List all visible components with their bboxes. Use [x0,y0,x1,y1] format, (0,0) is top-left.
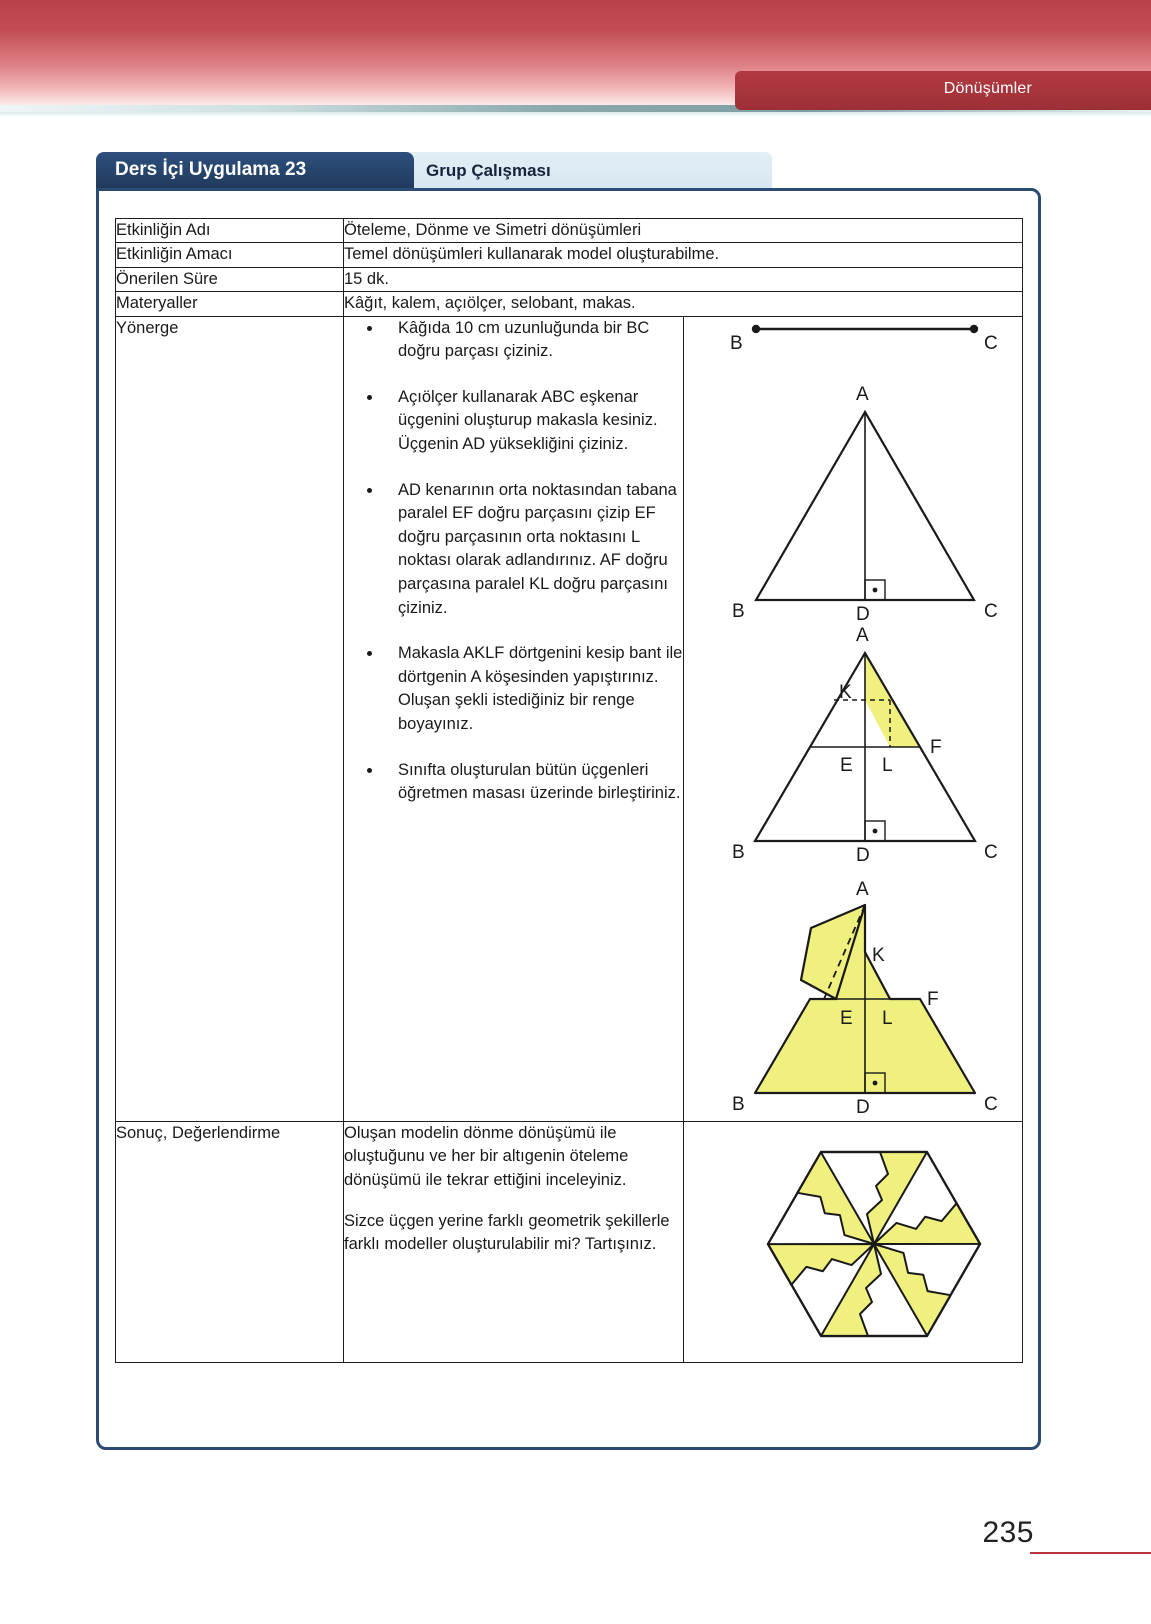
point-label-e: E [839,1007,853,1029]
unit-title: Dönüşümler [943,80,1032,97]
point-label-l: L [881,1007,893,1029]
page-number-rule [1030,1552,1151,1554]
table-row [116,243,1023,267]
point-label-k: K [838,681,852,703]
point-label-b: B [731,1093,745,1115]
figure-stack [684,317,1023,1121]
point-label-d: D [855,1096,870,1118]
sonuc-figure [683,1121,1023,1362]
point-label-b: B [729,332,743,354]
figure-triangle-altitude [684,372,1064,625]
figure-triangle-aklf [684,607,1064,869]
point-label-c: C [983,332,998,354]
point-label-e: E [839,754,853,776]
sonuc-label: Sonuç, Değerlendirme [116,1121,344,1362]
table-row [116,292,1023,316]
unit-title-chip [735,71,1151,110]
activity-subtitle: Grup Çalışması [426,161,551,180]
figure-stack [684,1122,1023,1362]
point-label-b: B [731,600,745,622]
sonuc-text [344,1121,684,1362]
paragraph: Sizce üçgen yerine farklı geometrik şekillerle farklı modeller oluşturulabilir mi? Tartışınız. [344,1211,670,1254]
point-label-a: A [855,624,869,646]
table-row-sonuc [116,1121,1023,1362]
row-value: Kâğıt, kalem, açıölçer, selobant, makas. [344,292,1023,316]
point-label-f: F [926,988,939,1010]
figure-hexagon-pinwheel [684,1122,1064,1362]
row-label: Etkinliğin Adı [116,219,344,243]
list-item: AD kenarının orta noktasından tabana paralel EF doğru parçasını çizip EF doğru parçasının orta noktasını L noktası olarak adlandırınız. AF doğru parçasına paralel KL doğru parçasını çiziniz. [364,479,683,621]
point-label-d: D [855,603,870,625]
figure-segment-bc [684,317,1064,372]
point-label-k: K [871,944,885,966]
point-label-a: A [855,383,869,405]
point-label-l: L [881,754,893,776]
paragraph: Oluşan modelin dönme dönüşümü ile oluştuğunu ve her bir altıgenin öteleme dönüşümü ile tekrar ettiğini inceleyiniz. [344,1123,629,1189]
row-label: Etkinliğin Amacı [116,243,344,267]
list-item: Sınıfta oluşturulan bütün üçgenleri öğretmen masası üzerinde birleştiriniz. [364,759,683,806]
point-label-c: C [983,600,998,622]
list-item: Kâğıda 10 cm uzunluğunda bir BC doğru parçası çiziniz. [364,317,683,364]
point-label-b: B [731,841,745,863]
point-label-a: A [855,878,869,900]
activity-table [115,218,1023,1363]
top-band-strip-fade [0,112,1151,117]
point-label-d: D [855,844,870,866]
row-value: Temel dönüşümleri kullanarak model oluşturabilme. [344,243,1023,267]
steps-list [344,317,683,806]
point-label-c: C [983,841,998,863]
yonerge-figures [683,316,1023,1121]
point-label-c: C [983,1093,998,1115]
list-item: Açıölçer kullanarak ABC eşkenar üçgenini oluşturup makasla kesiniz. Üçgenin AD yüksekliğini çiziniz. [364,386,683,457]
table-row [116,219,1023,243]
activity-title-tab [96,152,414,190]
row-label: Önerilen Süre [116,267,344,291]
point-label-f: F [929,736,942,758]
page-number: 235 [982,1516,1034,1549]
list-item: Makasla AKLF dörtgenini kesip bant ile dörtgenin A köşesinden yapıştırınız. Oluşan şekli istediğiniz bir renge boyayınız. [364,642,683,736]
activity-title: Ders İçi Uygulama 23 [115,159,307,180]
row-value: 15 dk. [344,267,1023,291]
table-row [116,267,1023,291]
yonerge-steps [344,316,684,1121]
row-label: Materyaller [116,292,344,316]
yonerge-label: Yönerge [116,316,344,1121]
figure-triangle-rotated [684,869,1064,1121]
row-value: Öteleme, Dönme ve Simetri dönüşümleri [344,219,1023,243]
table-row-yonerge [116,316,1023,1121]
